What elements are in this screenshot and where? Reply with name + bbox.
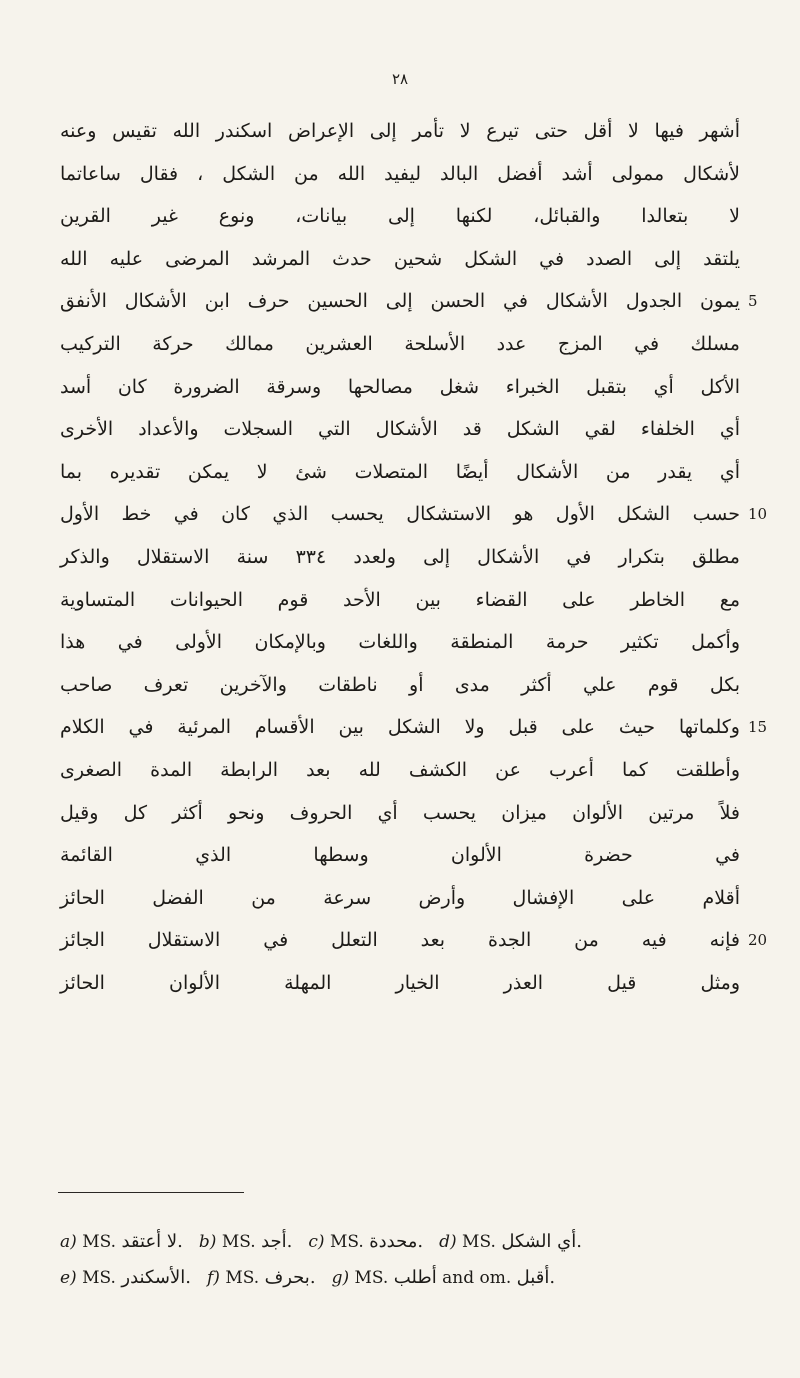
footnote-mark: b)	[198, 1232, 217, 1252]
text-line: يلتقد إلى الصدد في الشكل شحين حدث المرشد المرضى عليه الله	[60, 247, 740, 270]
text-line: أقلام على الإفشال وأرض سرعة من الفضل الحائز	[60, 886, 740, 909]
text-line: لأشكال ممولى أشد أفضل البالد ليفيد الله من الشكل ، فقال ساعاتما	[60, 162, 740, 185]
text-line: أي يقدر من الأشكال أيضًا المتصلات شئ لا يمكن تقديره بما	[60, 460, 740, 483]
text-line: حسب الشكل الأول هو الاستشكال يحسب الذي كان في خط الأول	[60, 503, 740, 526]
text-line: وكلماتها حيث على قبل ولا الشكل بين الأقسام المرئية في الكلام	[60, 716, 740, 739]
footnote-reading: لا أعتقد.	[121, 1231, 183, 1252]
footnote-mark: a)	[60, 1232, 77, 1252]
line-number: 10	[748, 505, 768, 524]
footnote-mark: e)	[60, 1268, 77, 1288]
footnote-source: MS.	[329, 1232, 364, 1252]
footnote-reading: الأسكندر.	[121, 1267, 191, 1288]
footnote-source: MS.	[354, 1268, 389, 1288]
footnote-mark: d)	[439, 1232, 457, 1252]
footnote-line	[60, 1230, 760, 1254]
footnote-mark: f)	[206, 1268, 220, 1288]
text-line: مسلك في المزج عدد الأسلحة العشرين ممالك حركة التركيب	[60, 333, 740, 355]
footnote-mark: g)	[331, 1268, 350, 1288]
footnote-source: MS.	[462, 1232, 496, 1252]
footnote-source: MS.	[82, 1268, 116, 1288]
footnote-reading: أطلب	[393, 1267, 437, 1288]
line-number: 15	[748, 718, 768, 737]
footnote-source: MS.	[82, 1232, 117, 1252]
footnote-reading: أجد.	[261, 1231, 293, 1252]
text-line: مطلق بتكرار في الأشكال إلى ولعدد ٣٣٤ سنة الاستقلال والذكر	[60, 546, 740, 568]
footnote-source: MS.	[221, 1232, 256, 1252]
footnote-tail-reading: أقبل.	[516, 1267, 556, 1288]
text-line: وأطلقت كما أعرب عن الكشف لله بعد الرابطة المدة الصغرى	[60, 759, 740, 781]
footnote	[60, 1268, 191, 1288]
footnote-reading: أي الشكل.	[501, 1231, 582, 1252]
text-line: ومثل قيل العذر الخيار المهلة الألوان الحائز	[60, 972, 740, 994]
text-line: الأكل أي بتقبل الخبراء شغل مصالحها وسرقة الضرورة كان أسد	[60, 375, 740, 398]
footnote	[207, 1268, 316, 1288]
text-line: مع الخاطر على القضاء بين الأحد قوم الحيوانات المتساوية	[60, 588, 740, 611]
footnote-reading: بحرف.	[264, 1267, 316, 1288]
text-line: بكل قوم علي أكثر مدى أو ناطقات والآخرين تعرف صاحب	[60, 673, 740, 696]
footnote	[308, 1232, 423, 1252]
line-number: 5	[748, 292, 758, 311]
footnote-mark: c)	[308, 1232, 325, 1252]
text-line: فلاً مرتين الألوان ميزان يحسب أي الحروف ونحو أكثر كل وقيل	[60, 801, 740, 824]
footnote	[332, 1268, 556, 1288]
text-line: في حضرة الألوان وسطها الذي القائمة	[60, 844, 740, 867]
footnote-tail: and om.	[442, 1268, 512, 1288]
footnote	[439, 1232, 582, 1252]
text-line: وأكمل تكثير حرمة المنطقة واللغات وبالإمكان الأولى في هذا	[60, 631, 740, 654]
text-line: يمون الجدول الأشكال في الحسن إلى الحسين حرف ابن الأشكال الأنفق	[60, 290, 740, 313]
footnote	[60, 1232, 183, 1252]
page-number: ٢٨	[391, 70, 409, 88]
line-number: 20	[748, 931, 768, 950]
footnote-source: MS.	[225, 1268, 260, 1288]
footnote	[199, 1232, 293, 1252]
footnote-reading: محددة.	[369, 1231, 424, 1252]
text-line: فإنه فيه من الجدة بعد التعلل في الاستقلال الجائز	[60, 929, 740, 952]
text-line: أي الخلفاء لقي الشكل قد الأشكال التي السجلات والأعداد الأخرى	[60, 418, 740, 441]
footnote-line	[60, 1266, 760, 1290]
text-line: لا بتعالدا والقبائل، لكنها إلى بيانات، ونوع غير القرين	[60, 205, 740, 228]
text-line: أشهر فيها لا أقل حتى تيرع لا تأمر إلى الإعراض اسكندر الله تقيس وعنه	[60, 120, 740, 142]
footnote-separator	[58, 1192, 244, 1193]
